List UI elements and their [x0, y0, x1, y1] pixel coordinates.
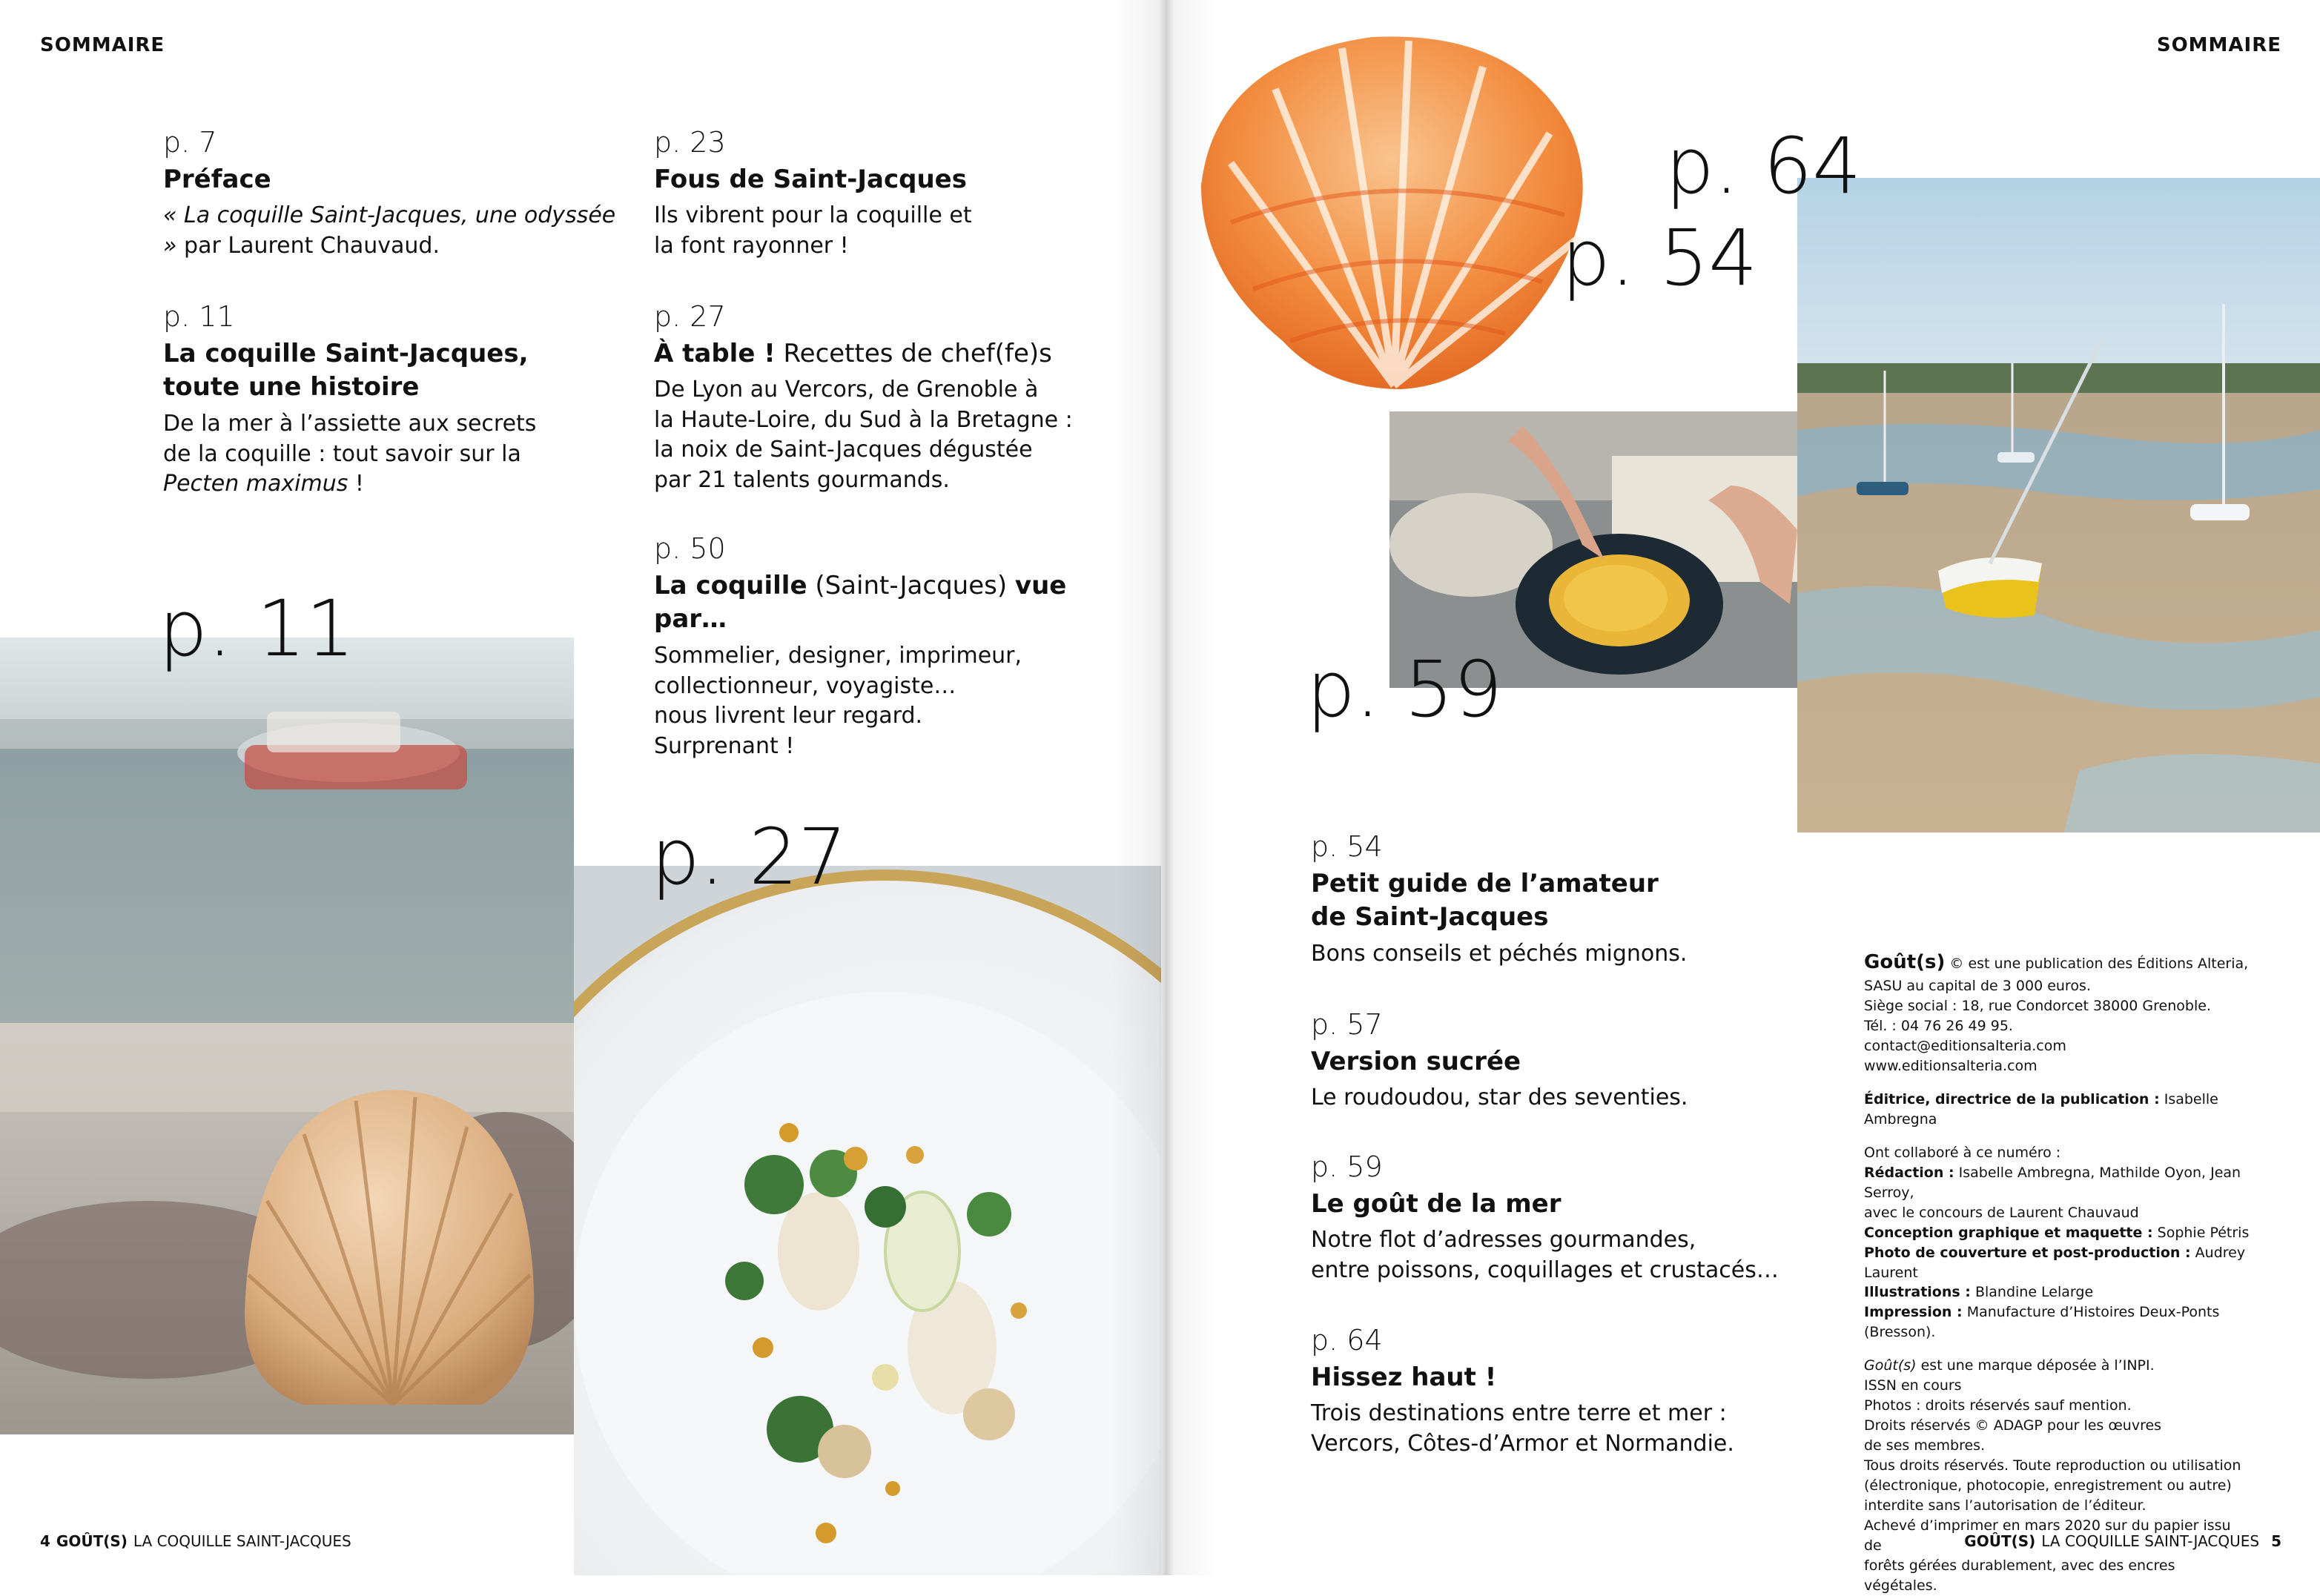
colophon	[1864, 949, 2250, 1596]
page-number: p. 64	[1311, 1324, 1383, 1357]
desc-rest: par Laurent Chauvaud.	[176, 232, 440, 259]
colophon-value: Manufacture d’Histoires Deux-Ponts	[1962, 1304, 2220, 1321]
colophon-line: Tous droits réservés. Toute reproduction ou utilisation	[1864, 1457, 2241, 1474]
desc-line: entre poissons, coquillages et crustacés…	[1311, 1256, 1779, 1283]
entry-title	[654, 569, 1143, 638]
footer-title: LA COQUILLE SAINT-JACQUES	[133, 1532, 351, 1550]
title-bold: vue par…	[654, 570, 1067, 635]
toc-entry-histoire[interactable]	[163, 300, 623, 500]
desc-italic: Pecten maximus	[163, 471, 348, 497]
section-header: SOMMAIRE	[2156, 34, 2281, 56]
colophon-line: Droits réservés © ADAGP pour les œuvres	[1864, 1417, 2162, 1434]
big-page-label-11: p. 11	[159, 583, 355, 674]
entry-title: Version sucrée	[1311, 1046, 1521, 1076]
desc-line: de la coquille : tout savoir sur la	[163, 440, 521, 467]
colophon-line: est une marque déposée à l’INPI.	[1916, 1357, 2155, 1374]
colophon-line: (Bresson).	[1864, 1324, 1936, 1341]
title-light: (Saint-Jacques)	[807, 570, 1015, 600]
shell-harbor-illustration	[0, 638, 574, 1434]
desc-line: Ils vibrent pour la coquille et	[654, 202, 972, 229]
toc-entry-hissez-haut[interactable]	[1311, 1324, 1830, 1459]
footer-title: LA COQUILLE SAINT-JACQUES	[2041, 1532, 2260, 1550]
scallop-watercolor	[1171, 15, 1616, 400]
entry-description	[163, 409, 623, 500]
big-page-label-54: p. 54	[1561, 213, 1758, 303]
entry-title	[163, 337, 623, 405]
page-number: p. 50	[654, 532, 726, 565]
desc-line: Sommelier, designer, imprimeur,	[654, 643, 1022, 669]
low-tide-boats-photo	[1797, 178, 2320, 832]
colophon-line: Achevé d’imprimer en mars 2020 sur du papier issu de	[1864, 1517, 2231, 1554]
toc-entry-vue-par[interactable]	[654, 532, 1143, 761]
desc-line: nous livrent leur regard.	[654, 703, 923, 729]
colophon-value: Isabelle Ambregna, Mathilde Oyon, Jean Serroy,	[1864, 1164, 2241, 1201]
entry-description	[1311, 1225, 1830, 1285]
entry-description	[654, 641, 1143, 761]
toc-entry-version-sucree[interactable]	[1311, 1008, 1815, 1113]
colophon-line: Photos : droits réservés sauf mention.	[1864, 1397, 2132, 1414]
colophon-line: Ont collaboré à ce numéro :	[1864, 1144, 2061, 1161]
desc-line: De la mer à l’assiette aux secrets	[163, 411, 537, 437]
desc-line: la Haute-Loire, du Sud à la Bretagne :	[654, 406, 1073, 433]
entry-description: Le roudoudou, star des seventies.	[1311, 1085, 1688, 1111]
colophon-label: Impression :	[1864, 1304, 1963, 1321]
page-number: p. 23	[654, 126, 726, 159]
desc-line: la font rayonner !	[654, 232, 849, 259]
desc-italic: « La coquille Saint-Jacques, une odyssée »	[163, 202, 616, 259]
shell-harbor-photo	[0, 638, 574, 1434]
colophon-line: de ses membres.	[1864, 1437, 1986, 1454]
colophon-line: Siège social : 18, rue Condorcet 38000 Grenoble.	[1864, 997, 2211, 1014]
colophon-line: ISSN en cours	[1864, 1377, 1962, 1394]
colophon-email[interactable]: contact@editionsalteria.com	[1864, 1037, 2066, 1054]
entry-description	[1311, 1399, 1830, 1459]
footer-brand: GOÛT(S)	[56, 1532, 128, 1550]
entry-title	[654, 337, 1114, 371]
page-footer	[40, 1532, 351, 1550]
desc-end: !	[348, 471, 364, 497]
colophon-value: Blandine Lelarge	[1970, 1284, 2094, 1301]
desc-line: par 21 talents gourmands.	[654, 466, 950, 493]
colophon-label: Illustrations :	[1864, 1284, 1971, 1301]
page-number: p. 7	[163, 126, 217, 159]
colophon-line: (électronique, photocopie, enregistrement ou autre)	[1864, 1477, 2232, 1494]
left-page	[0, 0, 1161, 1575]
colophon-line: SASU au capital de 3 000 euros.	[1864, 977, 2091, 994]
page-number: p. 54	[1311, 830, 1383, 863]
colophon-label: Conception graphique et maquette :	[1864, 1224, 2153, 1241]
colophon-line: Tél. : 04 76 26 49 95.	[1864, 1017, 2013, 1034]
page-number: p. 11	[163, 300, 235, 333]
entry-title: Hissez haut !	[1311, 1362, 1497, 1392]
colophon-line: forêts gérées durablement, avec des encres végétales.	[1864, 1557, 2175, 1595]
colophon-label: Éditrice, directrice de la publication :	[1864, 1090, 2160, 1107]
entry-description	[654, 201, 1114, 261]
title-line: La coquille Saint-Jacques,	[163, 338, 529, 368]
entry-description	[654, 375, 1114, 495]
section-header: SOMMAIRE	[40, 34, 165, 56]
title-bold: À table !	[654, 338, 776, 368]
colophon-value: Sophie Pétris	[2152, 1224, 2250, 1241]
colophon-website[interactable]: www.editionsalteria.com	[1864, 1057, 2038, 1074]
entry-title: Fous de Saint-Jacques	[654, 164, 967, 194]
toc-entry-fous[interactable]	[654, 126, 1114, 261]
toc-entry-preface[interactable]	[163, 126, 623, 261]
colophon-label: Photo de couverture et post-production :	[1864, 1244, 2191, 1261]
colophon-line: avec le concours de Laurent Chauvaud	[1864, 1204, 2139, 1221]
low-tide-boats-illustration	[1797, 178, 2320, 832]
page-folio: 5	[2271, 1532, 2281, 1550]
page-folio: 4	[40, 1532, 50, 1550]
big-page-label-59: p. 59	[1306, 644, 1503, 735]
scallop-watercolor-illustration	[1171, 15, 1616, 400]
plated-dish-photo	[574, 866, 1161, 1575]
colophon-value: Audrey Laurent	[1864, 1244, 2246, 1281]
title-light: Recettes de chef(fe)s	[775, 338, 1052, 368]
footer-brand: GOÛT(S)	[1964, 1532, 2036, 1550]
entry-description: Bons conseils et péchés mignons.	[1311, 941, 1688, 967]
desc-line: De Lyon au Vercors, de Grenoble à	[654, 377, 1039, 403]
page-number: p. 59	[1311, 1150, 1383, 1183]
toc-entry-petit-guide[interactable]	[1311, 830, 1815, 970]
entry-title: Le goût de la mer	[1311, 1188, 1561, 1219]
colophon-line: interdite sans l’autorisation de l’éditeur.	[1864, 1497, 2147, 1514]
toc-entry-gout-de-la-mer[interactable]	[1311, 1150, 1830, 1285]
entry-title: Préface	[163, 164, 271, 194]
toc-entry-a-table[interactable]	[654, 300, 1114, 495]
page-number: p. 57	[1311, 1008, 1383, 1041]
title-line: Petit guide de l’amateur	[1311, 868, 1659, 898]
desc-line: Notre flot d’adresses gourmandes,	[1311, 1227, 1696, 1254]
desc-line: Vercors, Côtes-d’Armor et Normandie.	[1311, 1430, 1734, 1457]
colophon-italic: Goût(s)	[1864, 1357, 1917, 1374]
entry-description	[163, 201, 623, 261]
plated-dish-illustration	[574, 866, 1161, 1575]
big-page-label-64: p. 64	[1665, 121, 1862, 211]
colophon-label: Rédaction :	[1864, 1164, 1954, 1181]
entry-title	[1311, 867, 1815, 936]
page-number: p. 27	[654, 300, 726, 333]
desc-line: Surprenant !	[654, 732, 795, 759]
title-line: toute une histoire	[163, 372, 420, 403]
colophon-brand: Goût(s)	[1864, 951, 1946, 973]
big-page-label-27: p. 27	[651, 812, 847, 902]
desc-line: la noix de Saint-Jacques dégustée	[654, 437, 1033, 463]
colophon-value: Isabelle Ambregna	[1864, 1090, 2218, 1128]
desc-line: collectionneur, voyagiste…	[654, 672, 956, 699]
desc-line: Trois destinations entre terre et mer :	[1311, 1400, 1727, 1427]
colophon-line: © est une publication des Éditions Alteria,	[1945, 956, 2249, 972]
title-bold: La coquille	[654, 570, 807, 600]
title-line: de Saint-Jacques	[1311, 902, 1549, 933]
